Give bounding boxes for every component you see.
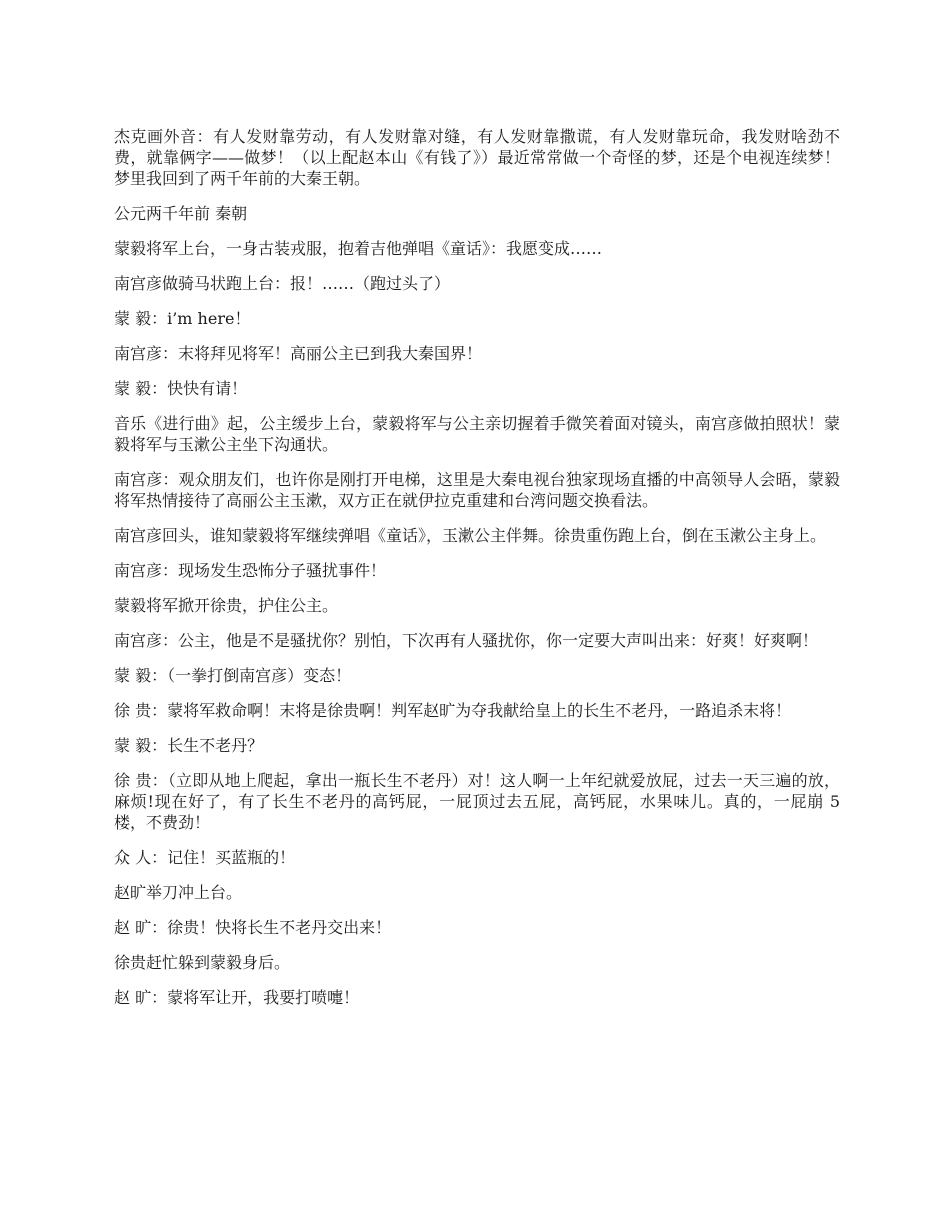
paragraph-dialogue: 徐 贵：（立即从地上爬起，拿出一瓶长生不老丹）对！这人啊一上年纪就爱放屁，过去一天三遍的放，麻烦!现在好了，有了长生不老丹的高钙屁，一屁顶过去五屁，高钙屁，水果味儿。真的，一屁崩 5 楼，不费劲！: [114, 771, 840, 832]
paragraph-stage-direction: 徐贵赶忙躲到蒙毅身后。: [114, 953, 291, 972]
paragraph-stage-direction: 蒙毅将军上台，一身古装戎服，抱着吉他弹唱《童话》：我愿变成……: [114, 239, 603, 258]
script-body: [114, 126, 840, 1022]
paragraph-stage-direction: 音乐《进行曲》起，公主缓步上台，蒙毅将军与公主亲切握着手微笑着面对镜头，南宫彦做拍照状！蒙毅将军与玉漱公主坐下沟通状。: [114, 414, 840, 454]
paragraph-dialogue: 赵 旷：徐贵！快将长生不老丹交出来！: [114, 918, 392, 937]
paragraph-dialogue: 南宫彦：末将拜见将军！高丽公主已到我大秦国界！: [114, 344, 483, 363]
paragraph-scene-heading: 公元两千年前 秦朝: [114, 204, 248, 223]
paragraph-dialogue: 蒙 毅：（一拳打倒南宫彦）变态！: [114, 666, 352, 685]
paragraph-dialogue: 南宫彦：公主，他是不是骚扰你？别怕，下次再有人骚扰你，你一定要大声叫出来：好爽！好爽啊！: [114, 631, 819, 650]
paragraph-dialogue: 蒙 毅：快快有请！: [114, 379, 248, 398]
paragraph-stage-direction: 蒙毅将军掀开徐贵，护住公主。: [114, 596, 339, 615]
paragraph-stage-direction: 赵旷举刀冲上台。: [114, 883, 243, 902]
paragraph-stage-direction: 南宫彦回头，谁知蒙毅将军继续弹唱《童话》，玉漱公主伴舞。徐贵重伤跑上台，倒在玉漱公主身上。: [114, 526, 827, 545]
paragraph-dialogue: 徐 贵：蒙将军救命啊！末将是徐贵啊！判军赵旷为夺我献给皇上的长生不老丹，一路追杀末将！: [114, 701, 792, 720]
paragraph-dialogue: 赵 旷：蒙将军让开，我要打喷嚏！: [114, 988, 360, 1007]
paragraph-dialogue: 蒙 毅：长生不老丹？: [114, 736, 264, 755]
paragraph-dialogue: 南宫彦：观众朋友们，也许你是刚打开电梯，这里是大秦电视台独家现场直播的中高领导人会晤，蒙毅将军热情接待了高丽公主玉漱，双方正在就伊拉克重建和台湾问题交换看法。: [114, 470, 840, 510]
paragraph-dialogue: 众 人：记住！买蓝瓶的！: [114, 848, 296, 867]
paragraph-dialogue: 南宫彦：现场发生恐怖分子骚扰事件！: [114, 561, 387, 580]
paragraph-stage-direction: 南宫彦做骑马状跑上台：报！……（跑过头了）: [114, 274, 451, 293]
paragraph-dialogue: 蒙 毅：i’m here！: [114, 309, 251, 328]
paragraph-narration-intro: 杰克画外音：有人发财靠劳动，有人发财靠对缝，有人发财靠撒谎，有人发财靠玩命，我发财啥劲不费，就靠俩字——做梦！（以上配赵本山《有钱了》）最近常常做一个奇怪的梦，还是个电视连续梦！梦里我回到了两千年前的大秦王朝。: [114, 127, 840, 188]
